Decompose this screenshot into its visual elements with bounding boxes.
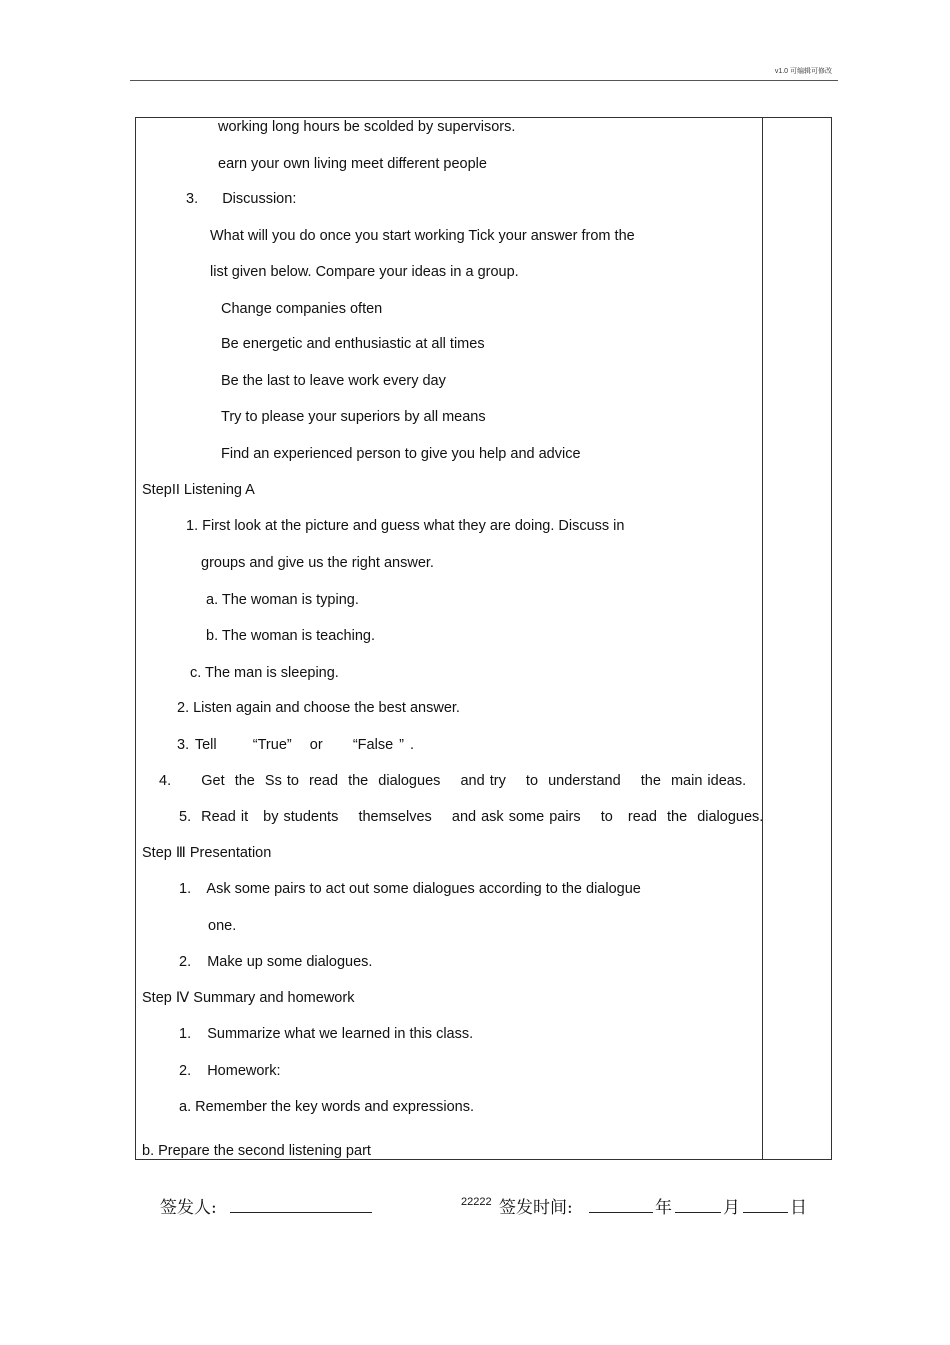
signer-label: 签发人: bbox=[160, 1198, 217, 1218]
month-label: 月 bbox=[723, 1198, 740, 1218]
listening-item-3: 3. Tell “True” or “False ” . bbox=[177, 737, 415, 753]
presentation-item-2: 2. Make up some dialogues. bbox=[179, 954, 373, 970]
discussion-heading: 3. Discussion: bbox=[186, 191, 297, 207]
step-4-heading: Step Ⅳ Summary and homework bbox=[142, 990, 355, 1006]
choice-a: a. The woman is typing. bbox=[206, 592, 359, 608]
year-blank bbox=[589, 1212, 653, 1213]
vocab-line-1: working long hours be scolded by supervisors. bbox=[218, 119, 516, 135]
listening-item-5: 5. Read it by students themselves and ask some pairs to read the dialogues. bbox=[179, 809, 764, 825]
option-line: Be the last to leave work every day bbox=[221, 373, 446, 389]
presentation-item-1-cont: one. bbox=[208, 918, 237, 934]
step-3-heading: Step Ⅲ Presentation bbox=[142, 845, 272, 861]
option-line: Change companies often bbox=[221, 301, 383, 317]
listening-item-1: 1. First look at the picture and guess what they are doing. Discuss in bbox=[186, 518, 625, 534]
date-label: 签发时间: bbox=[499, 1198, 573, 1218]
homework-b: b. Prepare the second listening part bbox=[142, 1143, 371, 1159]
doc-code: 22222 bbox=[461, 1196, 492, 1208]
listening-item-2: 2. Listen again and choose the best answer. bbox=[177, 700, 460, 716]
listening-item-1-cont: groups and give us the right answer. bbox=[201, 555, 434, 571]
listening-item-4: 4. Get the Ss to read the dialogues and try to understand the main ideas. bbox=[159, 773, 747, 789]
header-rule bbox=[130, 80, 838, 81]
year-label: 年 bbox=[655, 1198, 672, 1218]
day-label: 日 bbox=[790, 1198, 807, 1218]
table-column-divider bbox=[762, 117, 763, 1160]
summary-item-2: 2. Homework: bbox=[179, 1063, 281, 1079]
discussion-prompt-2: list given below. Compare your ideas in a group. bbox=[210, 264, 519, 280]
choice-b: b. The woman is teaching. bbox=[206, 628, 375, 644]
step-2-heading: StepII Listening A bbox=[142, 482, 255, 498]
vocab-line-2: earn your own living meet different people bbox=[218, 156, 487, 172]
homework-a: a. Remember the key words and expressions. bbox=[179, 1099, 474, 1115]
version-note: v1.0 可编辑可修改 bbox=[774, 68, 832, 75]
month-blank bbox=[675, 1212, 721, 1213]
option-line: Find an experienced person to give you help and advice bbox=[221, 446, 581, 462]
option-line: Be energetic and enthusiastic at all times bbox=[221, 336, 485, 352]
presentation-item-1: 1. Ask some pairs to act out some dialogues according to the dialogue bbox=[179, 881, 641, 897]
discussion-prompt-1: What will you do once you start working Tick your answer from the bbox=[210, 228, 635, 244]
signer-blank bbox=[230, 1212, 372, 1213]
day-blank bbox=[743, 1212, 788, 1213]
summary-item-1: 1. Summarize what we learned in this class. bbox=[179, 1026, 474, 1042]
choice-c: c. The man is sleeping. bbox=[190, 665, 339, 681]
option-line: Try to please your superiors by all means bbox=[221, 409, 486, 425]
